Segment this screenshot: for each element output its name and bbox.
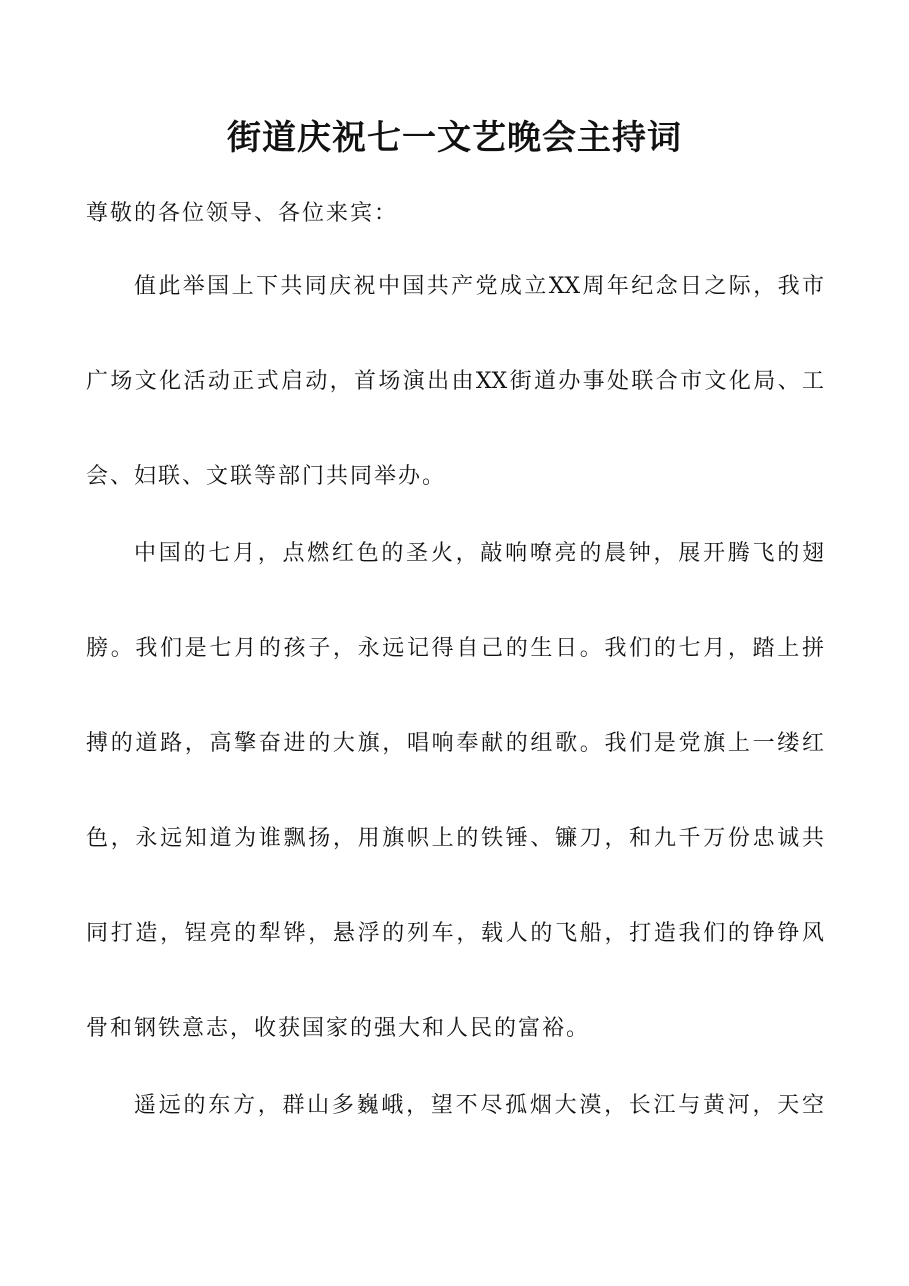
paragraph-1-line-3: 会、妇联、文联等部门共同举办。 <box>86 464 447 489</box>
paragraph-2-line-1: 中国的七月，点燃红色的圣火，敲响嘹亮的晨钟，展开腾飞的翅 <box>134 541 824 566</box>
page-title: 街道庆祝七一文艺晚会主持词 <box>227 118 682 158</box>
paragraph-2-line-6: 骨和钢铁意志，收获国家的强大和人民的富裕。 <box>86 1016 591 1041</box>
salutation: 尊敬的各位领导、各位来宾： <box>86 201 399 226</box>
paragraph-1-line-1: 值此举国上下共同庆祝中国共产党成立XX周年纪念日之际，我市 <box>134 274 824 299</box>
paragraph-2-line-4: 色，永远知道为谁飘扬，用旗帜上的铁锤、镰刀，和九千万份忠诚共 <box>86 826 824 851</box>
paragraph-1-line-2: 广场文化活动正式启动，首场演出由XX街道办事处联合市文化局、工 <box>86 369 824 394</box>
paragraph-2-line-2: 膀。我们是七月的孩子，永远记得自己的生日。我们的七月，踏上拼 <box>86 636 824 661</box>
paragraph-2-line-5: 同打造，锃亮的犁铧，悬浮的列车，载人的飞船，打造我们的铮铮风 <box>86 921 824 946</box>
paragraph-2-line-3: 搏的道路，高擎奋进的大旗，唱响奉献的组歌。我们是党旗上一缕红 <box>86 731 824 756</box>
paragraph-3-line-1: 遥远的东方，群山多巍峨，望不尽孤烟大漠，长江与黄河，天空 <box>134 1093 824 1118</box>
